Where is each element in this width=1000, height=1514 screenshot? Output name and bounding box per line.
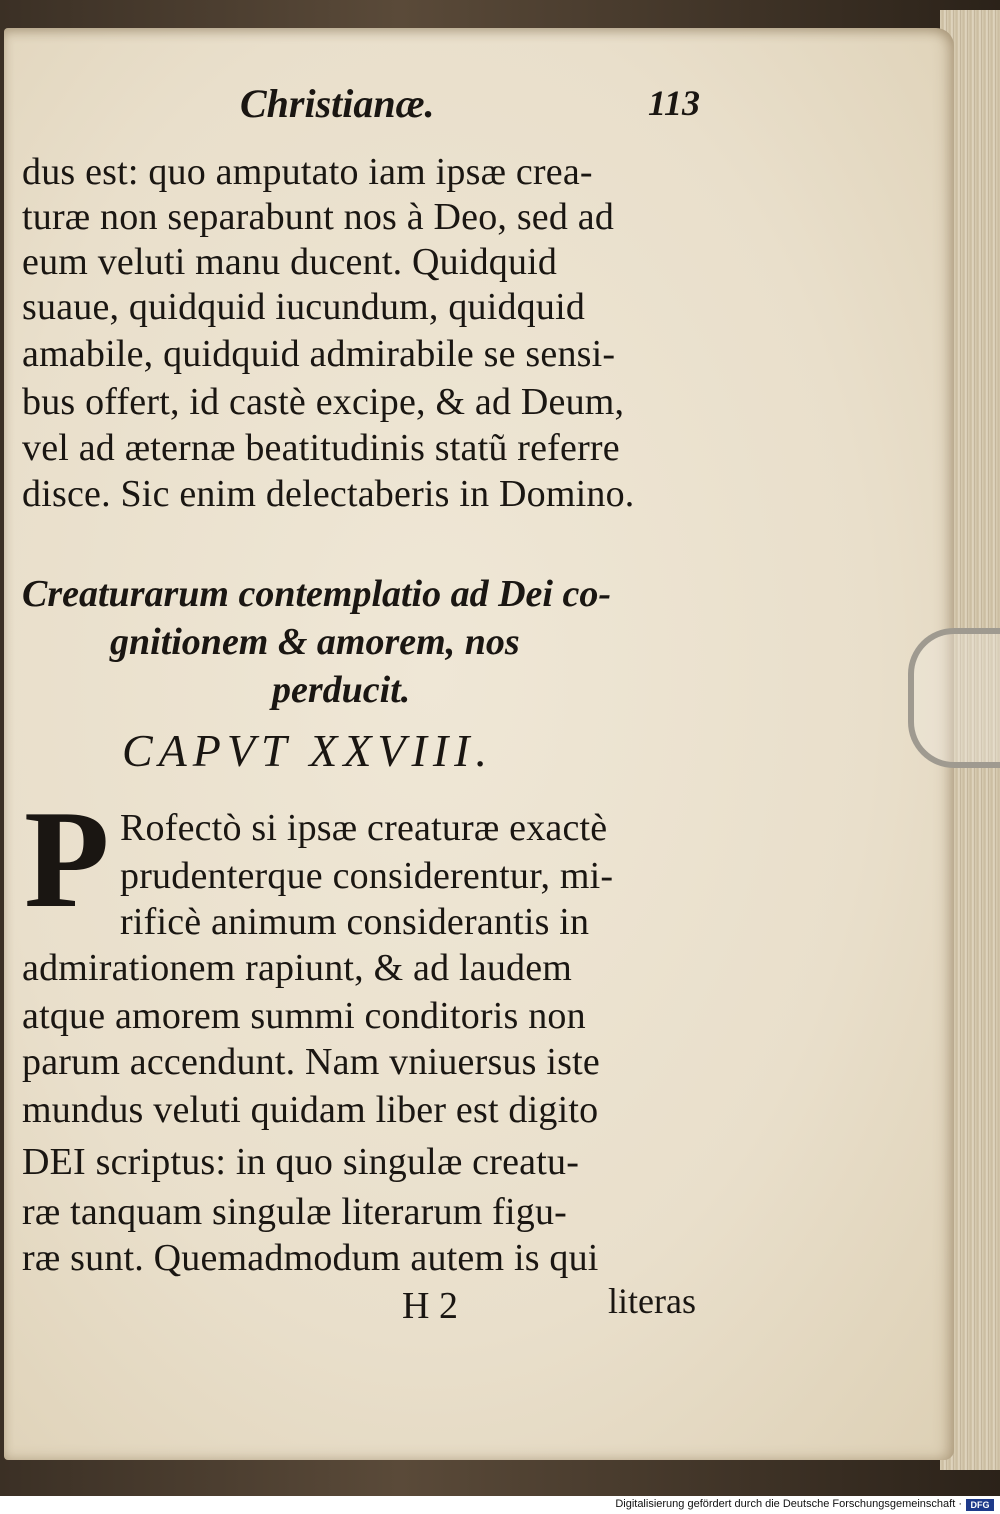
- paragraph1-line: turæ non separabunt nos à Deo, sed ad: [22, 196, 615, 238]
- paragraph2-line: ræ sunt. Quemadmodum autem is qui: [22, 1237, 599, 1279]
- section-heading-line: Creaturarum contemplatio ad Dei co-: [22, 573, 611, 615]
- paragraph2-line: prudenterque considerentur, mi-: [120, 855, 614, 897]
- paragraph1-line: disce. Sic enim delectaberis in Domino.: [22, 473, 635, 515]
- paragraph2-line: Rofectò si ipsæ creaturæ exactè: [120, 807, 608, 849]
- dfg-logo: DFG: [966, 1499, 994, 1511]
- running-header-title: Christianæ.: [240, 81, 435, 126]
- drop-cap-initial: P: [24, 782, 110, 937]
- paragraph1-line: bus offert, id castè excipe, & ad Deum,: [22, 381, 625, 423]
- paragraph1-line: eum veluti manu ducent. Quidquid: [22, 241, 558, 283]
- section-heading-line: perducit.: [272, 669, 411, 711]
- paragraph2-line: atque amorem summi conditoris non: [22, 995, 586, 1037]
- paragraph2-line: DEI scriptus: in quo singulæ creatu-: [22, 1141, 580, 1183]
- paragraph2-line: parum accendunt. Nam vniuersus iste: [22, 1041, 600, 1083]
- paragraph1-line: suaue, quidquid iucundum, quidquid: [22, 286, 586, 328]
- signature-mark: H 2: [402, 1285, 458, 1327]
- paragraph2-line: admirationem rapiunt, & ad laudem: [22, 947, 573, 989]
- paragraph2-line: mundus veluti quidam liber est digito: [22, 1089, 599, 1131]
- page-clip-clasp: [908, 628, 1000, 768]
- chapter-title: CAPVT XXVIII.: [122, 725, 493, 776]
- section-heading-line: gnitionem & amorem, nos: [110, 621, 520, 663]
- paragraph1-line: vel ad æternæ beatitudinis statũ referre: [22, 427, 620, 469]
- page-number: 113: [648, 83, 701, 123]
- paragraph1-line: dus est: quo amputato iam ipsæ crea-: [22, 151, 593, 193]
- paragraph2-line: ræ tanquam singulæ literarum figu-: [22, 1191, 568, 1233]
- funding-credit: Digitalisierung gefördert durch die Deutsche Forschungsgemeinschaft ·: [615, 1498, 962, 1510]
- paragraph2-line: rificè animum considerantis in: [120, 901, 590, 943]
- paragraph1-line: amabile, quidquid admirabile se sensi-: [22, 333, 616, 375]
- catchword: literas: [608, 1281, 696, 1321]
